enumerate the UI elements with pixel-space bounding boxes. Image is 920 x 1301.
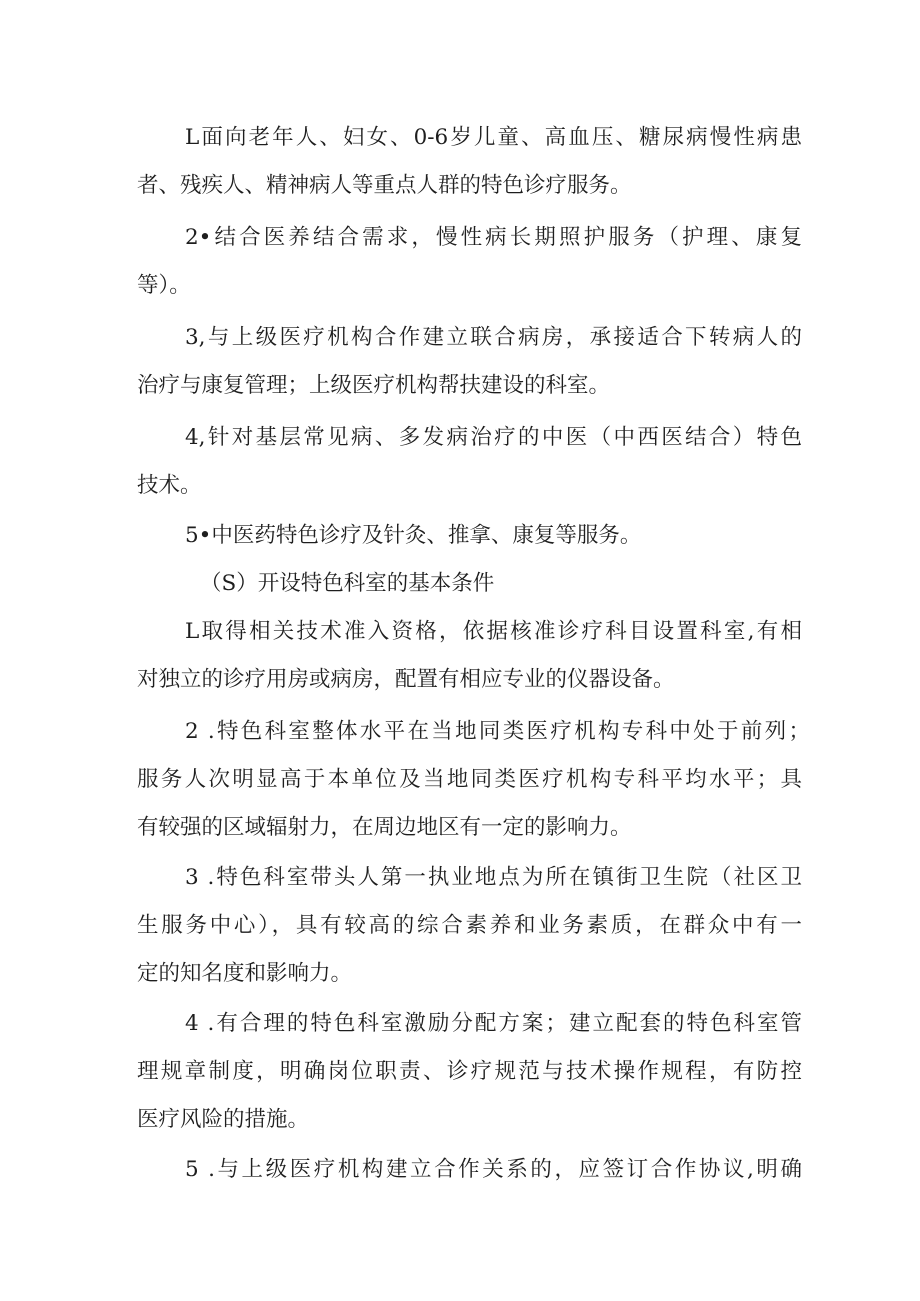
section-heading: （S）开设特色科室的基本条件 (200, 571, 495, 596)
paragraph-line: L面向老年人、妇女、0-6岁儿童、高血压、糖尿病慢性病患 (185, 125, 802, 150)
paragraph-line: 有较强的区域辐射力，在周边地区有一定的影响力。 (137, 815, 632, 840)
paragraph-line: 理规章制度，明确岗位职责、诊疗规范与技术操作规程，有防控 (137, 1059, 802, 1084)
paragraph-line: 2•结合医养结合需求，慢性病长期照护服务（护理、康复 (185, 225, 802, 250)
paragraph-line: 4,针对基层常见病、多发病治疗的中医（中西医结合）特色 (185, 425, 802, 450)
paragraph-line: 者、残疾人、精神病人等重点人群的特色诊疗服务。 (137, 173, 632, 198)
paragraph-line: 5 .与上级医疗机构建立合作关系的，应签订合作协议,明确 (185, 1157, 802, 1182)
paragraph-line: 2 .特色科室整体水平在当地同类医疗机构专科中处于前列； (185, 719, 810, 744)
paragraph-line: 等）。 (137, 273, 191, 298)
paragraph-line: 5•中医药特色诊疗及针灸、推拿、康复等服务。 (185, 523, 642, 548)
paragraph-line: 生服务中心），具有较高的综合素养和业务素质，在群众中有一 (137, 913, 802, 938)
paragraph-line: 技术。 (137, 473, 202, 498)
paragraph-line: L取得相关技术准入资格，依据核准诊疗科目设置科室,有相 (185, 619, 802, 644)
paragraph-line: 服务人次明显高于本单位及当地同类医疗机构专科平均水平；具 (137, 767, 802, 792)
paragraph-line: 3 .特色科室带头人第一执业地点为所在镇街卫生院（社区卫 (185, 865, 802, 890)
paragraph-line: 对独立的诊疗用房或病房，配置有相应专业的仪器设备。 (137, 667, 675, 692)
paragraph-line: 医疗风险的措施。 (137, 1107, 310, 1132)
paragraph-line: 治疗与康复管理；上级医疗机构帮扶建设的科室。 (137, 373, 611, 398)
paragraph-line: 定的知名度和影响力。 (137, 961, 353, 986)
paragraph-line: 3,与上级医疗机构合作建立联合病房，承接适合下转病人的 (185, 325, 802, 350)
paragraph-line: 4 .有合理的特色科室激励分配方案；建立配套的特色科室管 (185, 1011, 802, 1036)
